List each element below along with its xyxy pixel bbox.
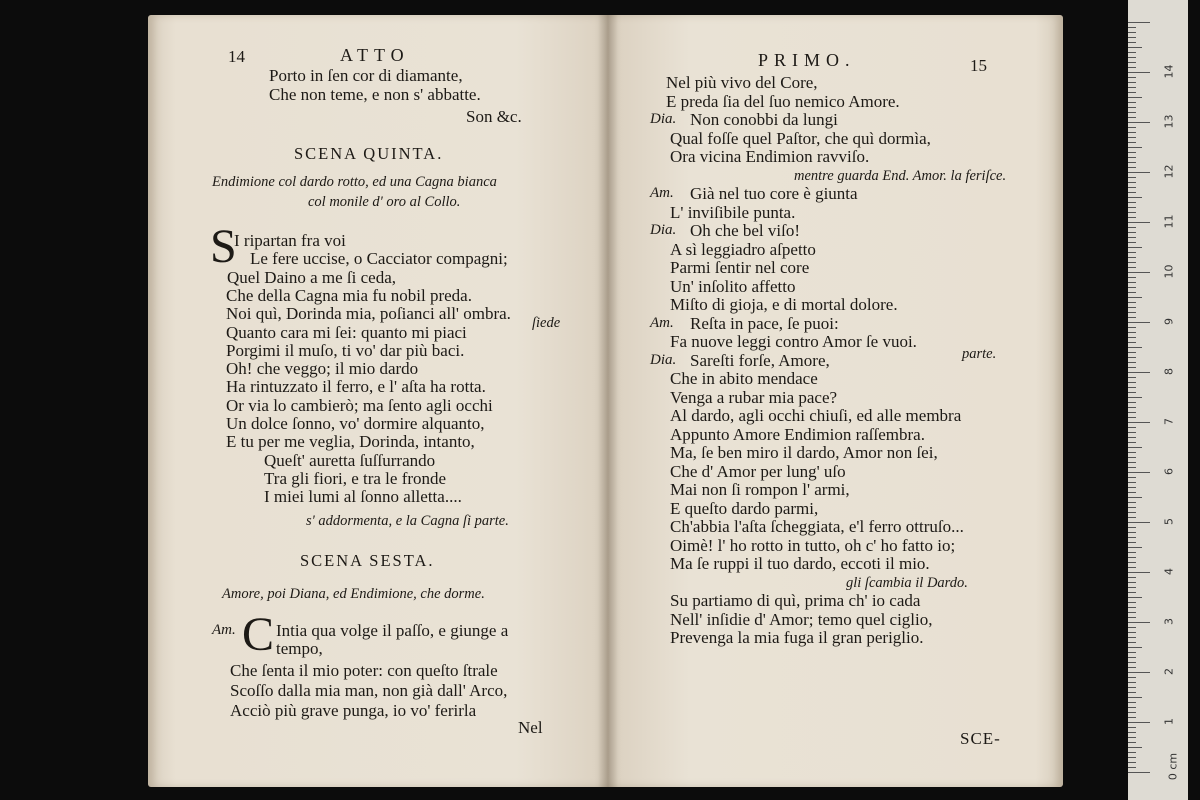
verse-line: Che ſenta il mio poter: con queſto ſtrale [230,661,498,680]
ruler-tick [1128,277,1136,278]
ruler-tick [1128,292,1136,293]
ruler-tick [1128,177,1136,178]
ruler-tick [1128,132,1136,133]
ruler-tick [1128,767,1136,768]
ruler-tick [1128,137,1136,138]
ruler-tick [1128,462,1136,463]
ruler-tick [1128,52,1136,53]
ruler-tick [1128,67,1136,68]
ruler-label: 3 [1162,618,1176,625]
ruler-tick [1128,402,1136,403]
ruler-tick [1128,317,1136,318]
ruler-tick [1128,382,1136,383]
ruler-tick [1128,192,1136,193]
ruler-tick [1128,342,1136,343]
verse-line: Noi quì, Dorinda mia, poſianci all' ombra. [226,304,511,324]
verse-line: Ma ſe ruppi il tuo dardo, eccoti il mio. [670,554,930,573]
ruler-tick [1128,217,1136,218]
ruler-label: 13 [1162,114,1176,129]
ruler-tick [1128,712,1136,713]
ruler-tick [1128,612,1136,613]
ruler-tick [1128,337,1136,338]
verse-line: Prevenga la mia fuga il gran periglio. [670,628,924,647]
ruler-tick [1128,37,1136,38]
ruler-tick [1128,497,1142,498]
ruler-tick [1128,752,1136,753]
ruler-tick [1128,307,1136,308]
verse-line: Che non teme, e non s' abbatte. [269,85,481,104]
verse-line: Che della Cagna mia fu nobil preda. [226,285,472,305]
ruler-tick [1128,562,1136,563]
ruler-tick [1128,152,1136,153]
ruler-tick [1128,102,1136,103]
ruler-tick [1128,652,1136,653]
ruler-tick [1128,702,1136,703]
ruler-tick [1128,332,1136,333]
stage-direction: gli ſcambia il Dardo. [846,574,968,591]
ruler-tick [1128,352,1136,353]
ruler-tick [1128,432,1136,433]
ruler-tick [1128,572,1150,573]
verse-line: Mai non ſi rompon l' armi, [670,480,850,499]
ruler-tick [1128,502,1136,503]
ruler-tick [1128,587,1136,588]
ruler-tick [1128,542,1136,543]
left-page [148,15,608,787]
ruler-tick [1128,252,1136,253]
stage-direction: Amore, poi Diana, ed Endimione, che dorme. [222,586,485,602]
ruler-tick [1128,757,1136,758]
ruler-tick [1128,162,1136,163]
ruler-tick [1128,732,1136,733]
ruler-tick [1128,122,1150,123]
ruler-tick [1128,297,1142,298]
ruler-label: 14 [1162,64,1176,79]
open-book [148,15,1063,787]
ruler-tick [1128,312,1136,313]
verse-line: Son &c. [466,107,522,126]
verse-line: E preda ſia del ſuo nemico Amore. [666,91,900,111]
verse-line: Un dolce ſonno, vo' dormire alquanto, [226,414,485,433]
ruler-tick [1128,172,1150,173]
verse-line: Che d' Amor per lung' uſo [670,461,846,481]
ruler-tick [1128,47,1142,48]
ruler-tick [1128,597,1142,598]
ruler-tick [1128,617,1136,618]
ruler-tick [1128,642,1136,643]
drop-cap: S [210,220,237,273]
verse-line: Venga a rubar mia pace? [670,387,838,407]
ruler-tick [1128,537,1136,538]
ruler-tick [1128,592,1136,593]
verse-line: Non conobbi da lungi [690,110,838,129]
ruler-tick [1128,557,1136,558]
speaker-label: Dia. [650,351,677,368]
ruler-tick [1128,437,1136,438]
verse-line: L' inviſibile punta. [670,202,796,222]
ruler-tick [1128,267,1136,268]
speaker-label: Am. [650,185,674,201]
verse-line: Già nel tuo core è giunta [690,184,858,203]
speaker-label: Am. [650,314,674,331]
ruler-tick [1128,357,1136,358]
ruler-tick [1128,232,1136,233]
verse-line: Reſta in pace, ſe puoi: [690,313,839,333]
ruler-tick [1128,677,1136,678]
verse-line: E queſto dardo parmi, [670,498,819,518]
ruler-tick [1128,417,1136,418]
ruler-tick [1128,697,1142,698]
ruler-tick [1128,682,1136,683]
measuring-ruler [1128,0,1188,800]
ruler-label: 8 [1162,368,1176,375]
ruler-tick [1128,722,1150,723]
ruler-tick [1128,487,1136,488]
ruler-tick [1128,742,1136,743]
ruler-tick [1128,692,1136,693]
ruler-tick [1128,72,1150,73]
ruler-tick [1128,197,1142,198]
ruler-tick [1128,247,1142,248]
ruler-tick [1128,387,1136,388]
ruler-label: 7 [1162,418,1176,425]
drop-cap: C [242,608,275,661]
ruler-label: 5 [1162,518,1176,525]
ruler-tick [1128,347,1142,348]
ruler-tick [1128,77,1136,78]
ruler-tick [1128,82,1136,83]
ruler-tick [1128,302,1136,303]
verse-line: Quanto cara mi ſei: quanto mi piaci [226,322,467,342]
ruler-tick [1128,772,1150,773]
stage-direction: Endimione col dardo rotto, ed una Cagna bianca [212,174,497,190]
ruler-tick [1128,472,1150,473]
verse-line: Ha rintuzzato il ferro, e l' aſta ha rotta. [226,377,486,397]
ruler-tick [1128,212,1136,213]
ruler-tick [1128,92,1136,93]
verse-line: E tu per me veglia, Dorinda, intanto, [226,432,475,452]
ruler-tick [1128,522,1150,523]
verse-line: Sareſti forſe, Amore, [690,350,830,370]
verse-line: Queſt' auretta ſuſſurrando [264,450,436,470]
verse-line: Oh che bel viſo! [690,221,800,240]
ruler-tick [1128,517,1136,518]
ruler-tick [1128,392,1136,393]
ruler-tick [1128,397,1142,398]
scene-title: SCENA QUINTA. [294,144,444,163]
ruler-tick [1128,42,1136,43]
ruler-tick [1128,412,1136,413]
verse-line: Ora vicina Endimion ravviſo. [670,147,870,166]
speaker-label: Am. [212,622,236,638]
ruler-tick [1128,477,1136,478]
ruler-label: 10 [1162,264,1176,279]
verse-line: Le fere uccise, o Cacciator compagni; [250,249,508,269]
ruler-tick [1128,157,1136,158]
ruler-tick [1128,362,1136,363]
ruler-tick [1128,717,1136,718]
ruler-tick [1128,447,1142,448]
right-page [608,15,1063,787]
ruler-tick [1128,552,1136,553]
ruler-tick [1128,492,1136,493]
ruler-unit-label: 0 cm [1166,752,1180,781]
ruler-tick [1128,202,1136,203]
ruler-label: 12 [1162,164,1176,179]
ruler-tick [1128,567,1136,568]
ruler-tick [1128,127,1136,128]
ruler-tick [1128,27,1136,28]
ruler-label: 11 [1162,214,1176,229]
verse-line: Ch'abbia l'aſta ſcheggiata, e'l ferro ottruſo... [670,517,964,536]
ruler-tick [1128,687,1136,688]
ruler-tick [1128,242,1136,243]
ruler-tick [1128,62,1136,63]
ruler-tick [1128,452,1136,453]
ruler-tick [1128,32,1136,33]
ruler-tick [1128,262,1136,263]
ruler-tick [1128,112,1136,113]
ruler-tick [1128,422,1150,423]
book-gutter [598,15,618,787]
running-head-right: PRIMO. [758,50,856,70]
ruler-tick [1128,227,1136,228]
stage-direction: s' addormenta, e la Cagna ſi parte. [306,513,509,529]
catchword: SCE- [960,729,1001,748]
verse-line: Miſto di gioja, e di mortal dolore. [670,295,898,314]
verse-line: Parmi ſentir nel core [670,258,810,277]
verse-line: Un' inſolito affetto [670,276,796,296]
catchword: Nel [518,718,543,737]
speaker-label: Dia. [650,111,677,127]
ruler-tick [1128,187,1136,188]
ruler-tick [1128,372,1150,373]
ruler-tick [1128,237,1136,238]
ruler-tick [1128,482,1136,483]
page-number-right: 15 [970,56,987,75]
ruler-tick [1128,707,1136,708]
ruler-label: 1 [1162,718,1176,725]
ruler-tick [1128,602,1136,603]
ruler-tick [1128,622,1150,623]
verse-line: Appunto Amore Endimion raſſembra. [670,424,925,444]
ruler-tick [1128,582,1136,583]
ruler-tick [1128,272,1150,273]
ruler-tick [1128,657,1136,658]
ruler-tick [1128,407,1136,408]
ruler-tick [1128,647,1142,648]
verse-line: Nel più vivo del Core, [666,73,818,92]
ruler-tick [1128,377,1136,378]
ruler-tick [1128,182,1136,183]
ruler-tick [1128,512,1136,513]
verse-line: tempo, [276,639,323,658]
verse-line: Che in abito mendace [670,369,818,388]
ruler-tick [1128,632,1136,633]
ruler-tick [1128,507,1136,508]
ruler-tick [1128,637,1136,638]
verse-line: Su partiamo di quì, prima ch' io cada [670,591,921,610]
ruler-tick [1128,667,1136,668]
ruler-tick [1128,167,1136,168]
speaker-label: Dia. [650,222,677,238]
verse-line: Fa nuove leggi contro Amor ſe vuoi. [670,332,917,351]
ruler-label: 4 [1162,568,1176,575]
ruler-tick [1128,107,1136,108]
ruler-tick [1128,442,1136,443]
verse-line: I miei lumi al ſonno alletta.... [264,487,462,507]
ruler-tick [1128,547,1142,548]
ruler-tick [1128,532,1136,533]
ruler-tick [1128,367,1136,368]
verse-line: I ripartan fra voi [234,231,346,250]
ruler-tick [1128,762,1136,763]
stage-direction: col monile d' oro al Collo. [308,194,461,210]
ruler-tick [1128,467,1136,468]
scene-title: SCENA SESTA. [300,551,435,570]
ruler-tick [1128,117,1136,118]
verse-line: Al dardo, agli occhi chiuſi, ed alle membra [670,406,962,425]
ruler-tick [1128,287,1136,288]
verse-line: Scoſſo dalla mia man, non già dall' Arco, [230,681,508,700]
ruler-label: 9 [1162,318,1176,325]
ruler-tick [1128,22,1150,23]
ruler-label: 2 [1162,668,1176,675]
ruler-tick [1128,322,1150,323]
verse-line: Acciò più grave punga, io vo' ferirla [230,701,477,720]
ruler-tick [1128,427,1136,428]
ruler-tick [1128,672,1150,673]
ruler-tick [1128,327,1136,328]
ruler-tick [1128,527,1136,528]
ruler-tick [1128,222,1150,223]
ruler-tick [1128,607,1136,608]
stage-direction: ſiede [532,315,561,331]
running-head-left: ATTO [340,45,410,65]
ruler-tick [1128,57,1136,58]
page-number-left: 14 [228,47,245,66]
ruler-tick [1128,457,1136,458]
verse-line: Oh! che veggo; il mio dardo [226,359,419,379]
ruler-tick [1128,627,1136,628]
ruler-tick [1128,727,1136,728]
ruler-tick [1128,737,1136,738]
verse-line: Porgimi il muſo, ti vo' dar più baci. [226,340,465,360]
ruler-tick [1128,147,1142,148]
ruler-tick [1128,87,1136,88]
ruler-tick [1128,282,1136,283]
verse-line: Ma, ſe ben miro il dardo, Amor non ſei, [670,443,938,462]
ruler-tick [1128,257,1136,258]
verse-line: Quel Daino a me ſi ceda, [227,267,396,287]
stage-direction: parte. [962,346,997,362]
verse-line: Tra gli fiori, e tra le fronde [264,468,447,488]
verse-line: Porto in ſen cor di diamante, [269,66,463,85]
ruler-tick [1128,97,1142,98]
verse-line: Oimè! l' ho rotto in tutto, oh c' ho fatto io; [670,535,956,555]
verse-line: Nell' inſidie d' Amor; temo quel ciglio, [670,609,933,629]
ruler-label: 6 [1162,468,1176,475]
verse-line: A sì leggiadro aſpetto [670,239,816,259]
verse-line: Qual foſſe quel Paſtor, che quì dormìa, [670,128,931,148]
verse-line: Intia qua volge il paſſo, e giunge a [276,621,509,640]
verse-line: Or via lo cambierò; ma ſento agli occhi [226,395,493,415]
ruler-tick [1128,577,1136,578]
ruler-tick [1128,207,1136,208]
ruler-tick [1128,662,1136,663]
ruler-tick [1128,142,1136,143]
ruler-tick [1128,747,1142,748]
stage-direction: mentre guarda End. Amor. la feriſce. [794,167,1007,184]
